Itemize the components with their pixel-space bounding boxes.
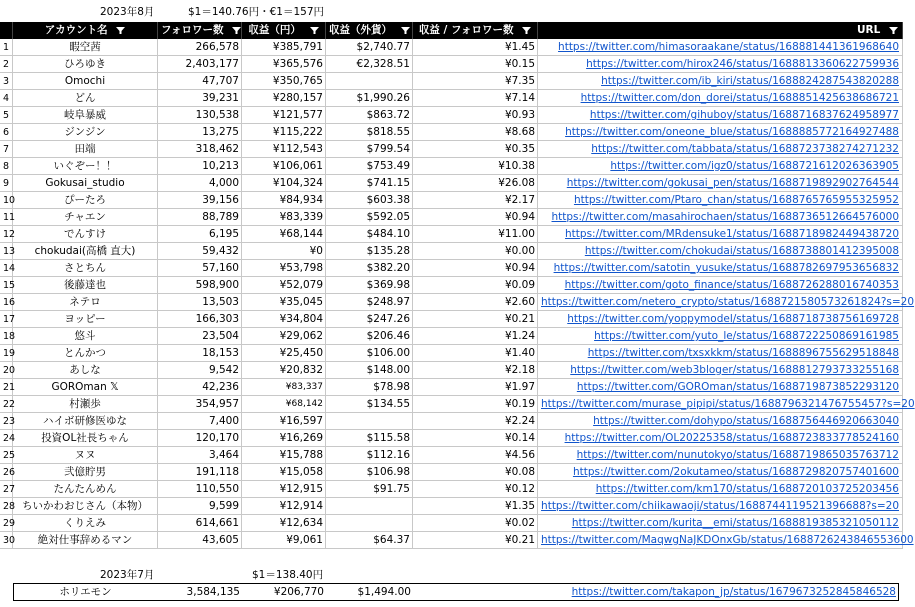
table-row[interactable] [0, 481, 903, 498]
revenue-jpy[interactable]: ¥25,450 [242, 345, 326, 362]
account-name[interactable]: ジンジン [13, 124, 158, 141]
revenue-per-follower[interactable]: ¥0.21 [413, 311, 538, 328]
revenue-foreign[interactable]: $382.20 [326, 260, 413, 277]
tweet-link[interactable]: https://twitter.com/MaqwgNaJKDOnxGb/status/1688726243846553600 [538, 532, 903, 549]
followers[interactable]: 166,303 [158, 311, 242, 328]
month-label-july: 2023年7月 [100, 569, 155, 581]
revenue-per-follower[interactable]: ¥2.17 [413, 192, 538, 209]
followers[interactable]: 598,900 [158, 277, 242, 294]
followers[interactable]: 120,170 [158, 430, 242, 447]
revenue-per-follower[interactable]: ¥0.00 [413, 243, 538, 260]
tweet-link[interactable]: https://twitter.com/murase_pipipi/status/1688796321476755457?s=20 [538, 396, 903, 413]
tweet-link[interactable]: https://twitter.com/don_dorei/status/1688851425638686721 [538, 90, 903, 107]
revenue-foreign[interactable]: €2,328.51 [326, 56, 413, 73]
account-name[interactable]: 弐億貯男 [13, 464, 158, 481]
revenue-jpy[interactable]: ¥121,577 [242, 107, 326, 124]
tweet-link[interactable]: https://twitter.com/netero_crypto/status/1688721580573261824?s=20 [538, 294, 903, 311]
header-revenue-per-follower[interactable]: 収益 / フォロワー数 [413, 22, 538, 39]
tweet-link[interactable]: https://twitter.com/kurita__emi/status/1688819385321050112 [538, 515, 903, 532]
revenue-foreign[interactable]: $1,494.00 [357, 586, 411, 598]
account-name[interactable]: ヌヌ [13, 447, 158, 464]
tweet-link[interactable]: https://twitter.com/gokusai_pen/status/1688719892902764544 [538, 175, 903, 192]
followers[interactable]: 6,195 [158, 226, 242, 243]
month-label-august: 2023年8月 [100, 6, 155, 18]
account-name[interactable]: くりえみ [13, 515, 158, 532]
table-row[interactable] [0, 175, 903, 192]
row-number: 5 [0, 107, 13, 124]
table-row[interactable] [0, 243, 903, 260]
row-number: 3 [0, 73, 13, 90]
header-revenue-jpy[interactable]: 収益（円） [242, 22, 326, 39]
table-row[interactable] [0, 413, 903, 430]
tweet-link[interactable]: https://twitter.com/OL20225358/status/1688723833778524160 [538, 430, 903, 447]
row-number: 1 [0, 39, 13, 56]
revenue-per-follower[interactable]: ¥2.24 [413, 413, 538, 430]
revenue-foreign[interactable]: $818.55 [326, 124, 413, 141]
account-name[interactable]: 村瀬歩 [13, 396, 158, 413]
row-number: 29 [0, 515, 13, 532]
revenue-foreign[interactable]: $1,990.26 [326, 90, 413, 107]
account-name[interactable]: たんたんめん [13, 481, 158, 498]
revenue-jpy[interactable]: ¥35,045 [242, 294, 326, 311]
revenue-jpy[interactable]: ¥106,061 [242, 158, 326, 175]
tweet-link[interactable]: https://twitter.com/takapon_jp/status/1679673252845846528 [571, 586, 896, 598]
tweet-link[interactable]: https://twitter.com/yoppymodel/status/1688718738756169728 [538, 311, 903, 328]
revenue-foreign[interactable]: $248.97 [326, 294, 413, 311]
row-number: 13 [0, 243, 13, 260]
account-name[interactable]: 暇空茜 [13, 39, 158, 56]
revenue-per-follower[interactable]: ¥0.08 [413, 464, 538, 481]
revenue-jpy[interactable]: ¥206,770 [273, 586, 324, 598]
tweet-link[interactable]: https://twitter.com/dohypo/status/1688756446920663040 [538, 413, 903, 430]
header-account-name[interactable]: アカウント名 [13, 22, 158, 39]
tweet-link[interactable]: https://twitter.com/hirox246/status/1688813360622759936 [538, 56, 903, 73]
filter-icon[interactable] [116, 27, 125, 34]
table-row[interactable] [0, 192, 903, 209]
revenue-per-follower[interactable]: ¥1.24 [413, 328, 538, 345]
tweet-link[interactable]: https://twitter.com/oneone_blue/status/1688885772164927488 [538, 124, 903, 141]
tweet-link[interactable]: https://twitter.com/goto_finance/status/1688726288016740353 [538, 277, 903, 294]
table-row[interactable] [0, 430, 903, 447]
revenue-foreign[interactable]: $247.26 [326, 311, 413, 328]
revenue-foreign[interactable]: $106.00 [326, 345, 413, 362]
table-row[interactable] [0, 73, 903, 90]
followers[interactable]: 10,213 [158, 158, 242, 175]
followers[interactable]: 130,538 [158, 107, 242, 124]
account-name[interactable]: 後藤達也 [13, 277, 158, 294]
account-name[interactable]: 田端 [13, 141, 158, 158]
table-row[interactable] [0, 498, 903, 515]
account-name[interactable]: ハイボ研修医ゆな [13, 413, 158, 430]
account-name[interactable]: ぴーたろ [13, 192, 158, 209]
exchange-rate-august: $1＝140.76円・€1＝157円 [188, 6, 325, 18]
account-name[interactable]: 悠斗 [13, 328, 158, 345]
row-number: 16 [0, 294, 13, 311]
followers[interactable]: 3,464 [158, 447, 242, 464]
revenue-foreign[interactable] [326, 73, 413, 90]
revenue-jpy[interactable]: ¥385,791 [242, 39, 326, 56]
header-followers[interactable]: フォロワー数 [158, 22, 242, 39]
row-number: 14 [0, 260, 13, 277]
account-name[interactable]: いぐぞー！！ [13, 158, 158, 175]
revenue-per-follower[interactable]: ¥0.19 [413, 396, 538, 413]
revenue-foreign[interactable]: $863.72 [326, 107, 413, 124]
revenue-jpy[interactable]: ¥52,079 [242, 277, 326, 294]
revenue-jpy[interactable]: ¥9,061 [242, 532, 326, 549]
tweet-link[interactable]: https://twitter.com/gihuboy/status/1688716837624958977 [538, 107, 903, 124]
revenue-jpy[interactable]: ¥34,804 [242, 311, 326, 328]
revenue-per-follower[interactable]: ¥0.09 [413, 277, 538, 294]
table-row[interactable] [0, 379, 903, 396]
revenue-jpy[interactable]: ¥12,914 [242, 498, 326, 515]
followers[interactable]: 318,462 [158, 141, 242, 158]
table-row[interactable] [0, 396, 915, 413]
account-name[interactable]: でんすけ [13, 226, 158, 243]
revenue-per-follower[interactable]: ¥0.94 [413, 260, 538, 277]
row-number: 15 [0, 277, 13, 294]
table-row[interactable] [0, 158, 903, 175]
revenue-foreign[interactable]: $603.38 [326, 192, 413, 209]
revenue-foreign[interactable] [326, 413, 413, 430]
revenue-jpy[interactable]: ¥16,597 [242, 413, 326, 430]
filter-icon[interactable] [232, 27, 241, 34]
account-name[interactable]: GOROman 𝕏 [13, 379, 158, 396]
tweet-link[interactable]: https://twitter.com/chiikawaoji/status/1688744119521396688?s=20 [538, 498, 903, 515]
row-number: 25 [0, 447, 13, 464]
account-name[interactable]: ヨッピー [13, 311, 158, 328]
account-name[interactable]: 岐阜暴威 [13, 107, 158, 124]
revenue-foreign[interactable]: $91.75 [326, 481, 413, 498]
revenue-jpy[interactable]: ¥29,062 [242, 328, 326, 345]
revenue-jpy[interactable]: ¥12,634 [242, 515, 326, 532]
tweet-link[interactable]: https://twitter.com/km170/status/1688720103725203456 [538, 481, 903, 498]
row-number: 11 [0, 209, 13, 226]
revenue-foreign[interactable]: $78.98 [326, 379, 413, 396]
row-number: 4 [0, 90, 13, 107]
filter-icon[interactable] [889, 27, 898, 34]
revenue-per-follower[interactable]: ¥7.14 [413, 90, 538, 107]
followers[interactable]: 2,403,177 [158, 56, 242, 73]
table-row-july[interactable] [0, 584, 903, 601]
followers[interactable]: 47,707 [158, 73, 242, 90]
followers[interactable]: 9,599 [158, 498, 242, 515]
revenue-per-follower[interactable]: ¥0.15 [413, 56, 538, 73]
exchange-rate-july: $1＝138.40円 [252, 569, 324, 581]
tweet-link[interactable]: https://twitter.com/tabbata/status/1688723738274271232 [538, 141, 903, 158]
revenue-jpy[interactable]: ¥84,934 [242, 192, 326, 209]
tweet-link[interactable]: https://twitter.com/GOROman/status/1688719873852293120 [538, 379, 903, 396]
followers[interactable]: 9,542 [158, 362, 242, 379]
revenue-jpy[interactable]: ¥15,058 [242, 464, 326, 481]
followers[interactable]: 18,153 [158, 345, 242, 362]
account-name[interactable]: あしな [13, 362, 158, 379]
table-row[interactable] [0, 39, 903, 56]
revenue-jpy[interactable]: ¥0 [242, 243, 326, 260]
revenue-per-follower[interactable]: ¥0.21 [413, 532, 538, 549]
table-row[interactable] [0, 107, 903, 124]
revenue-per-follower[interactable]: ¥10.38 [413, 158, 538, 175]
account-name[interactable]: ひろゆき [13, 56, 158, 73]
revenue-foreign[interactable]: $106.98 [326, 464, 413, 481]
table-row[interactable] [0, 328, 903, 345]
table-row[interactable] [0, 209, 903, 226]
revenue-jpy[interactable]: ¥104,324 [242, 175, 326, 192]
row-number: 7 [0, 141, 13, 158]
followers[interactable]: 23,504 [158, 328, 242, 345]
revenue-jpy[interactable]: ¥16,269 [242, 430, 326, 447]
table-row[interactable] [0, 260, 903, 277]
row-number: 28 [0, 498, 13, 515]
revenue-jpy[interactable]: ¥115,222 [242, 124, 326, 141]
filter-icon[interactable] [522, 27, 531, 34]
revenue-per-follower[interactable]: ¥0.94 [413, 209, 538, 226]
table-header [0, 22, 903, 39]
revenue-foreign[interactable]: $484.10 [326, 226, 413, 243]
followers[interactable]: 4,000 [158, 175, 242, 192]
row-number: 26 [0, 464, 13, 481]
revenue-per-follower[interactable]: ¥26.08 [413, 175, 538, 192]
row-number: 21 [0, 379, 13, 396]
row-number: 22 [0, 396, 13, 413]
followers[interactable]: 110,550 [158, 481, 242, 498]
revenue-jpy[interactable]: ¥280,157 [242, 90, 326, 107]
revenue-jpy[interactable]: ¥112,543 [242, 141, 326, 158]
revenue-jpy[interactable]: ¥68,142 [242, 396, 326, 413]
table-row[interactable] [0, 515, 903, 532]
revenue-per-follower[interactable]: ¥8.68 [413, 124, 538, 141]
filter-icon[interactable] [310, 27, 319, 34]
row-number: 23 [0, 413, 13, 430]
table-row[interactable] [0, 277, 903, 294]
table-row[interactable] [0, 141, 903, 158]
revenue-per-follower[interactable] [413, 584, 538, 601]
tweet-link[interactable]: https://twitter.com/nunutokyo/status/1688719865035763712 [538, 447, 903, 464]
revenue-foreign[interactable]: $369.98 [326, 277, 413, 294]
table-row[interactable] [0, 226, 903, 243]
revenue-per-follower[interactable]: ¥7.35 [413, 73, 538, 90]
tweet-link[interactable]: https://twitter.com/web3bloger/status/1688812793733255168 [538, 362, 903, 379]
revenue-per-follower[interactable]: ¥2.18 [413, 362, 538, 379]
row-number: 24 [0, 430, 13, 447]
revenue-jpy[interactable]: ¥350,765 [242, 73, 326, 90]
row-number: 27 [0, 481, 13, 498]
followers[interactable]: 39,231 [158, 90, 242, 107]
row-number: 17 [0, 311, 13, 328]
revenue-foreign[interactable]: $2,740.77 [326, 39, 413, 56]
table-row[interactable] [0, 124, 903, 141]
revenue-foreign[interactable]: $134.55 [326, 396, 413, 413]
revenue-per-follower[interactable]: ¥1.45 [413, 39, 538, 56]
account-name[interactable]: ちいかわおじさん（本物） [13, 498, 158, 515]
followers[interactable]: 57,160 [158, 260, 242, 277]
tweet-link[interactable]: https://twitter.com/Ptaro_chan/status/1688765765955325952 [538, 192, 903, 209]
followers[interactable]: 88,789 [158, 209, 242, 226]
row-number: 6 [0, 124, 13, 141]
revenue-foreign[interactable]: $135.28 [326, 243, 413, 260]
row-number: 2 [0, 56, 13, 73]
table-row[interactable] [0, 90, 903, 107]
revenue-per-follower[interactable]: ¥11.00 [413, 226, 538, 243]
followers[interactable]: 191,118 [158, 464, 242, 481]
followers[interactable]: 266,578 [158, 39, 242, 56]
account-name[interactable]: チャエン [13, 209, 158, 226]
table-row[interactable] [0, 56, 903, 73]
account-name[interactable]: Omochi [13, 73, 158, 90]
revenue-foreign[interactable]: $115.58 [326, 430, 413, 447]
revenue-jpy[interactable]: ¥83,337 [242, 379, 326, 396]
table-row[interactable] [0, 294, 915, 311]
revenue-per-follower[interactable]: ¥0.93 [413, 107, 538, 124]
revenue-per-follower[interactable]: ¥1.97 [413, 379, 538, 396]
tweet-link[interactable]: https://twitter.com/satotin_yusuke/status/1688782697953656832 [538, 260, 903, 277]
row-number: 18 [0, 328, 13, 345]
revenue-foreign[interactable]: $64.37 [326, 532, 413, 549]
tweet-link[interactable]: https://twitter.com/igz0/status/1688721612026363905 [538, 158, 903, 175]
row-number: 8 [0, 158, 13, 175]
revenue-foreign[interactable]: $592.05 [326, 209, 413, 226]
row-number: 10 [0, 192, 13, 209]
revenue-jpy[interactable]: ¥20,832 [242, 362, 326, 379]
row-number: 30 [0, 532, 13, 549]
revenue-per-follower[interactable]: ¥0.14 [413, 430, 538, 447]
revenue-foreign[interactable]: $799.54 [326, 141, 413, 158]
header-url[interactable]: URL [538, 22, 903, 39]
followers[interactable]: 43,605 [158, 532, 242, 549]
followers[interactable]: 42,236 [158, 379, 242, 396]
account-name[interactable]: とんかつ [13, 345, 158, 362]
account-name[interactable]: 投資OL社長ちゃん [13, 430, 158, 447]
revenue-foreign[interactable]: $112.16 [326, 447, 413, 464]
revenue-foreign[interactable] [326, 515, 413, 532]
table-row[interactable] [0, 311, 903, 328]
tweet-link[interactable]: https://twitter.com/2okutameo/status/1688729820757401600 [538, 464, 903, 481]
followers[interactable]: 13,503 [158, 294, 242, 311]
table-row[interactable] [0, 532, 914, 549]
followers[interactable]: 614,661 [158, 515, 242, 532]
revenue-jpy[interactable]: ¥12,915 [242, 481, 326, 498]
revenue-jpy[interactable]: ¥15,788 [242, 447, 326, 464]
revenue-jpy[interactable]: ¥53,798 [242, 260, 326, 277]
table-row[interactable] [0, 362, 903, 379]
followers[interactable]: 39,156 [158, 192, 242, 209]
account-name[interactable]: Gokusai_studio [13, 175, 158, 192]
revenue-jpy[interactable]: ¥83,339 [242, 209, 326, 226]
revenue-per-follower[interactable]: ¥2.60 [413, 294, 538, 311]
revenue-foreign[interactable]: $741.15 [326, 175, 413, 192]
revenue-foreign[interactable]: $753.49 [326, 158, 413, 175]
revenue-foreign[interactable] [326, 498, 413, 515]
account-name[interactable]: chokudai(高橋 直大) [13, 243, 158, 260]
table-row[interactable] [0, 464, 903, 481]
followers[interactable]: 354,957 [158, 396, 242, 413]
account-name[interactable]: さとちん [13, 260, 158, 277]
tweet-link[interactable]: https://twitter.com/ib_kiri/status/1688824287543820288 [538, 73, 903, 90]
revenue-per-follower[interactable]: ¥4.56 [413, 447, 538, 464]
tweet-link[interactable]: https://twitter.com/MRdensuke1/status/1688718982449438720 [538, 226, 903, 243]
revenue-per-follower[interactable]: ¥0.12 [413, 481, 538, 498]
filter-icon[interactable] [401, 27, 410, 34]
account-name[interactable]: ネテロ [13, 294, 158, 311]
account-name[interactable]: 絶対仕事辞めるマン [13, 532, 158, 549]
followers[interactable]: 7,400 [158, 413, 242, 430]
tweet-link[interactable]: https://twitter.com/masahirochaen/status/1688736512664576000 [538, 209, 903, 226]
tweet-link[interactable]: https://twitter.com/chokudai/status/1688738801412395008 [538, 243, 903, 260]
revenue-per-follower[interactable]: ¥0.02 [413, 515, 538, 532]
revenue-foreign[interactable]: $148.00 [326, 362, 413, 379]
row-number: 12 [0, 226, 13, 243]
followers[interactable]: 3,584,135 [186, 586, 240, 598]
table-row[interactable] [0, 345, 903, 362]
revenue-foreign[interactable]: $206.46 [326, 328, 413, 345]
account-name[interactable]: どん [13, 90, 158, 107]
table-row[interactable] [0, 447, 903, 464]
revenue-per-follower[interactable]: ¥1.40 [413, 345, 538, 362]
revenue-jpy[interactable]: ¥68,144 [242, 226, 326, 243]
followers[interactable]: 59,432 [158, 243, 242, 260]
followers[interactable]: 13,275 [158, 124, 242, 141]
account-name[interactable]: ホリエモン [59, 586, 112, 598]
row-number: 9 [0, 175, 13, 192]
row-number: 19 [0, 345, 13, 362]
tweet-link[interactable]: https://twitter.com/himasoraakane/status/1688814413619686​40 [538, 39, 903, 56]
revenue-per-follower[interactable]: ¥0.35 [413, 141, 538, 158]
tweet-link[interactable]: https://twitter.com/yuto_le/status/1688722250869161985 [538, 328, 903, 345]
tweet-link[interactable]: https://twitter.com/txsxkkm/status/1688896755629518848 [538, 345, 903, 362]
row-number: 20 [0, 362, 13, 379]
header-revenue-foreign[interactable]: 収益（外貨） [326, 22, 413, 39]
revenue-jpy[interactable]: ¥365,576 [242, 56, 326, 73]
revenue-per-follower[interactable]: ¥1.35 [413, 498, 538, 515]
